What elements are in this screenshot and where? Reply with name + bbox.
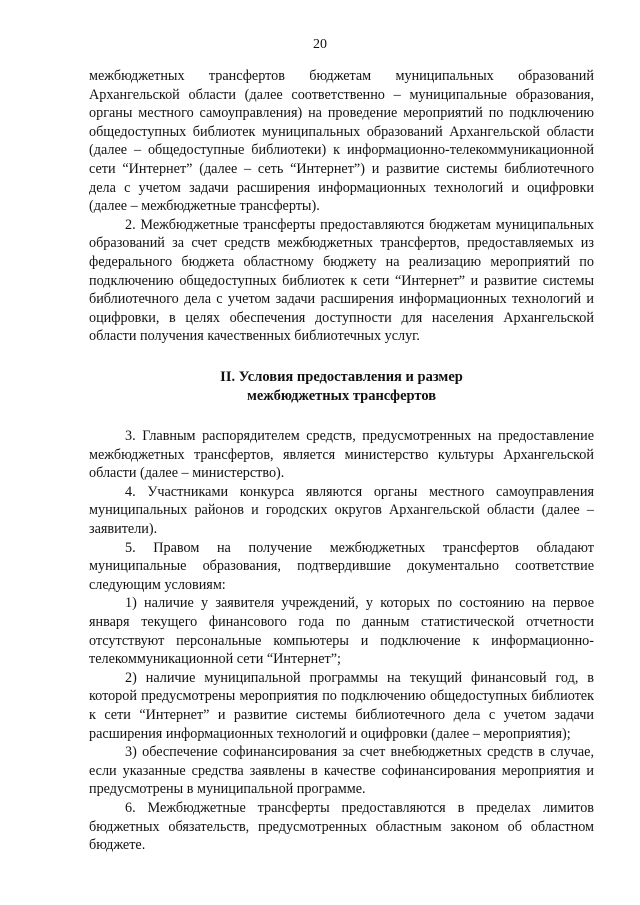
page-number: 20 <box>313 37 327 52</box>
list-item-condition-1: 1) наличие у заявителя учреждений, у которых по состоянию на первое января текущего финансового года по данным статистической отчетности отсутствуют персональные компьютеры и подключение к информационно-телекоммуникационной сети “Интернет”; <box>89 595 594 668</box>
paragraph-2: 2. Межбюджетные трансферты предоставляются бюджетам муниципальных образований за счет средств межбюджетных трансфертов, предоставляемых из федерального бюджета областному бюджету на реализацию мероприятий по подключению общедоступных библиотек к сети “Интернет” и развитие системы библиотечного дела с учетом задачи расширения информационных технологий и оцифровки, в целях обеспечения доступности для населения Архангельской области получения качественных библиотечных услуг. <box>89 216 594 345</box>
paragraph-6: 6. Межбюджетные трансферты предоставляются в пределах лимитов бюджетных обязательств, предусмотренных областным законом об областном бюджете. <box>89 799 594 854</box>
section-heading-line-2: межбюджетных трансфертов <box>246 387 437 404</box>
section-heading <box>89 368 594 405</box>
paragraph-5: 5. Правом на получение межбюджетных трансфертов обладают муниципальные образования, подтвердившие документально соответствие следующим условиям: <box>89 539 594 593</box>
paragraph-4: 4. Участниками конкурса являются органы местного самоуправления муниципальных районов и городских округов Архангельской области (далее – заявители). <box>89 483 594 538</box>
list-item-condition-2: 2) наличие муниципальной программы на текущий финансовый год, в которой предусмотрены мероприятия по подключению общедоступных библиотек к сети “Интернет” и развитие системы библиотечного дела с учетом задачи расширения информационных технологий и оцифровки (далее – мероприятия); <box>89 669 594 742</box>
paragraph-continuation: межбюджетных трансфертов бюджетам муниципальных образований Архангельской области (далее соответственно – муниципальные образования, органы местного самоуправления) на проведение мероприятий по подключению общедоступных библиотек муниципальных образований Архангельской области (далее – общедоступные библиотеки) к информационно-телекоммуникационной сети “Интернет” (далее – сеть “Интернет”) и развитие системы библиотечного дела с учетом задачи расширения информационных технологий и оцифровки (далее – межбюджетные трансферты). <box>89 68 594 215</box>
paragraph-3: 3. Главным распорядителем средств, предусмотренных на предоставление межбюджетных трансфертов, является министерство культуры Архангельской области (далее – министерство). <box>89 428 594 482</box>
document-body <box>89 67 594 855</box>
list-item-condition-3: 3) обеспечение софинансирования за счет внебюджетных средств в случае, если указанные средства заявлены в качестве софинансирования мероприятия и предусмотрены в муниципальной программе. <box>89 744 594 798</box>
section-heading-line-1: II. Условия предоставления и размер <box>220 368 463 385</box>
